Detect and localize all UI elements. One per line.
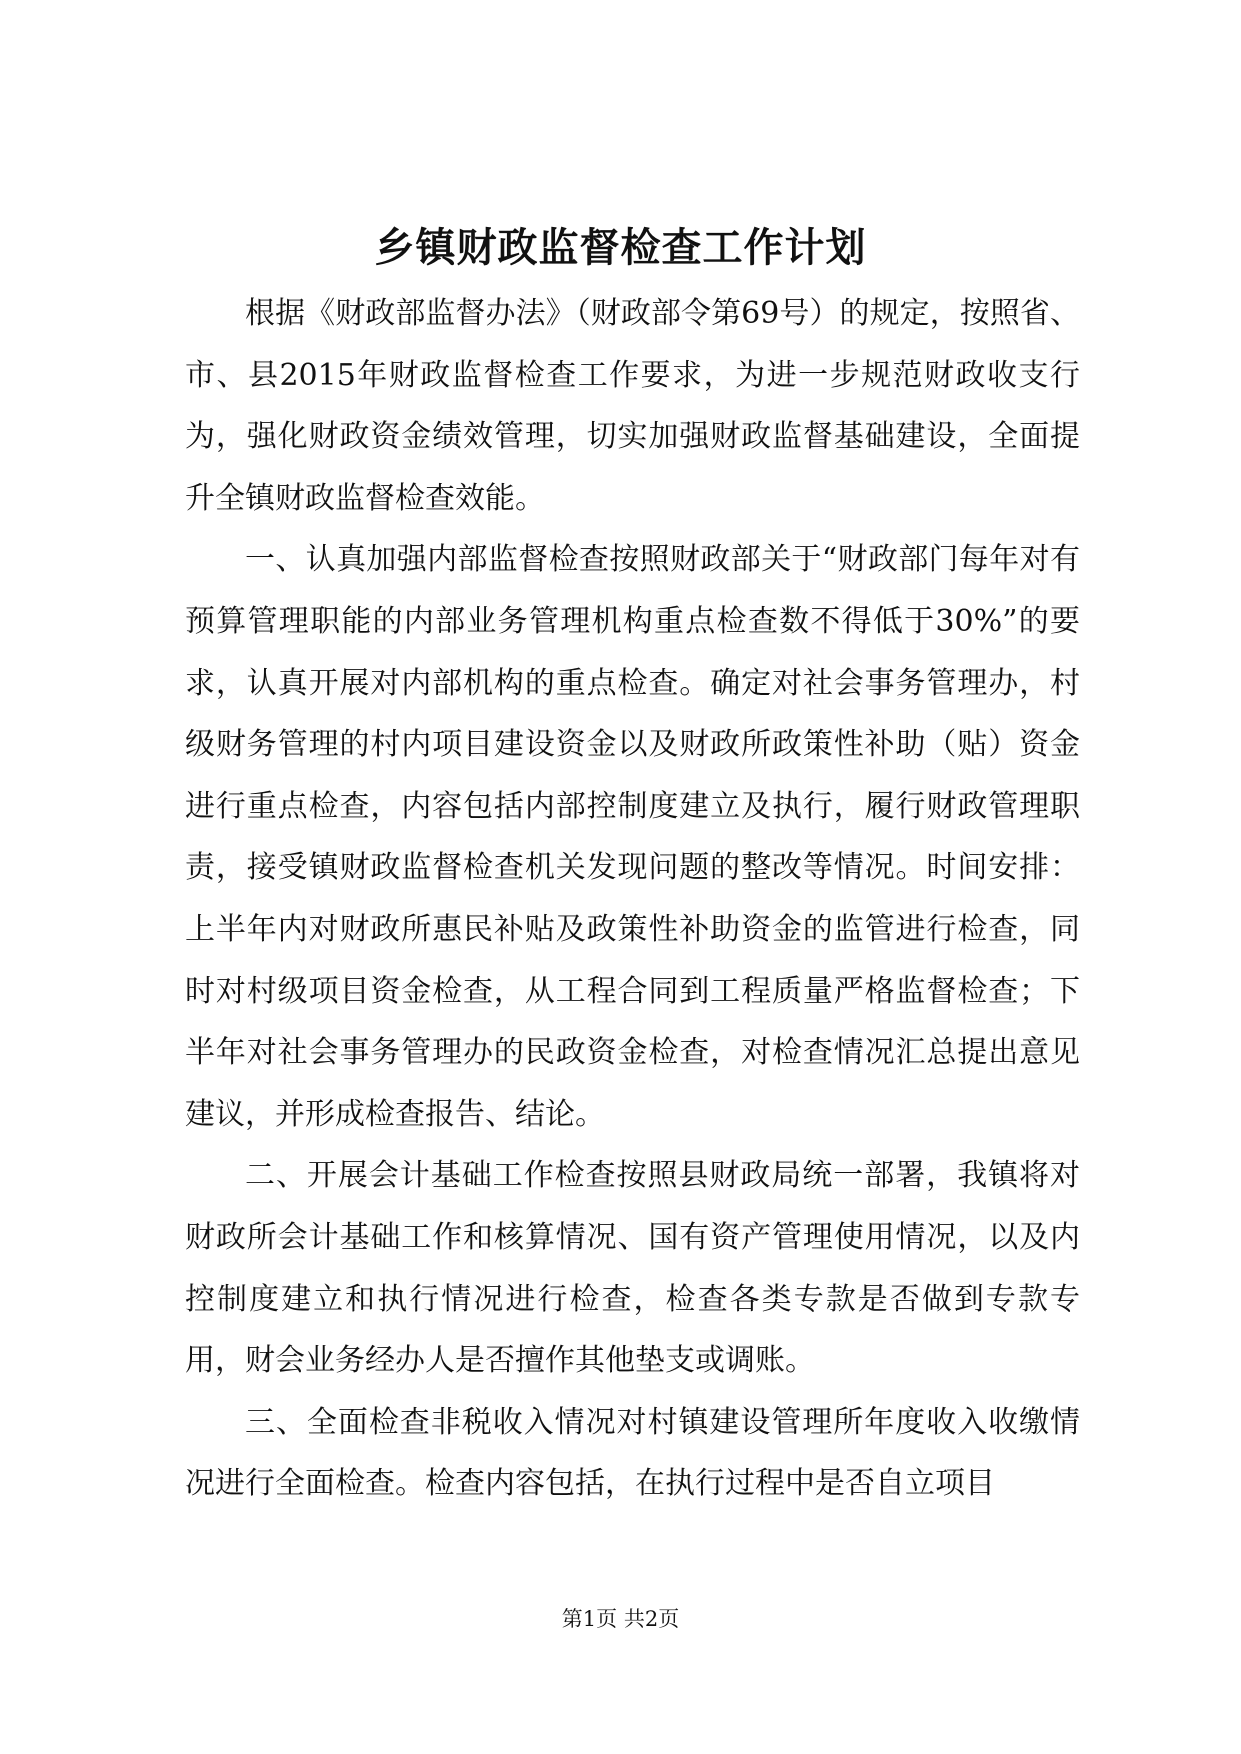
paragraph-section-3: 三、全面检查非税收入情况对村镇建设管理所年度收入收缴情况进行全面检查。检查内容包括，在执行过程中是否自立项目 bbox=[185, 1404, 1080, 1502]
document-body bbox=[185, 283, 1080, 1515]
page-number-footer: 第1页 共2页 bbox=[561, 1607, 680, 1631]
paragraph-intro: 根据《财政部监督办法》（财政部令第69号）的规定，按照省、市、县2015年财政监督检查工作要求，为进一步规范财政收支行为，强化财政资金绩效管理，切实加强财政监督基础建设，全面提升全镇财政监督检查效能。 bbox=[185, 296, 1080, 516]
document-title: 乡镇财政监督检查工作计划 bbox=[374, 224, 867, 271]
paragraph-section-1: 一、认真加强内部监督检查按照财政部关于“财政部门每年对有预算管理职能的内部业务管理机构重点检查数不得低于30%”的要求，认真开展对内部机构的重点检查。确定对社会事务管理办，村级财务管理的村内项目建设资金以及财政所政策性补助（贴）资金进行重点检查，内容包括内部控制度建立及执行，履行财政管理职责，接受镇财政监督检查机关发现问题的整改等情况。时间安排：上半年内对财政所惠民补贴及政策性补助资金的监管进行检查，同时对村级项目资金检查，从工程合同到工程质量严格监督检查；下半年对社会事务管理办的民政资金检查，对检查情况汇总提出意见建议，并形成检查报告、结论。 bbox=[185, 542, 1080, 1132]
paragraph-section-2: 二、开展会计基础工作检查按照县财政局统一部署，我镇将对财政所会计基础工作和核算情况、国有资产管理使用情况，以及内控制度建立和执行情况进行检查，检查各类专款是否做到专款专用，财会业务经办人是否擅作其他垫支或调账。 bbox=[185, 1158, 1080, 1379]
